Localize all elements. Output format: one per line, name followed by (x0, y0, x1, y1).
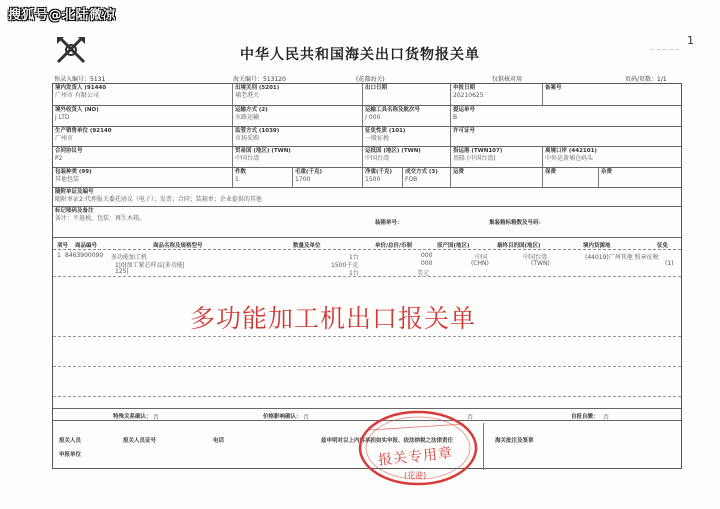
form-row-producer (53, 127, 681, 147)
declaration-form-table: 境内发货人 (91440 广州市 有限公司 出境关别 (5201) 埔老港关 出口日期 申报日期 20210625 备案号 境外收货人 (NO) J LTD 运输方式 (2) 水路运输 运输工具名称及航次号 / 000 提运单号 B 生产销售单位 (92140 广州市 监管方式 (1039) 市场采购 征免性质 (101) 一般征税 许可证号 合同协议号 P2 贸易国 (地区) (TWN) 中国台湾 运抵国 (地区) (TWN) 中国台湾 指运港 (TWN107) 基隆 (中国台湾) 离境口岸 (442101) 中外运黄埔仓码头 包装种类 (99) 其他包装 件数 1 毛重(千克) 1700 净重(千克) 1500 成交方式 (3) FOB 运费 保费 杂费 随附单证及编号 随附单证2:代理报关委托协议（电子）；发票；合同；装箱单；企业提供的其他 标记唛码及备注 备注：不退税，包装：再生木箱。 装箱单号： 集装箱标箱数及号码： 项号 商品编号 商品名称及规格型号 数量及单位 单价/总价/币制 原产国(地区) 最终目的国(地区) 境内货源地 征免 1 8463900090 多功能加工机 1|0|加工紧芯样品|多功能| 125| 1台 1500千克 1台 000 000 美元 中国 (CHN) 中国台湾 (TWN) (44019)广州其他 照章征税 (1) 特殊关系确认： 否 价格影响确认： 否 否 自报自缴： 否 报关人员 报关人员证号 电话 兹申明对以上内容承担如实申报、依法纳税之法律责任 海关批注及签章 申报单位 (52, 83, 682, 469)
self-pay-value: 否 (603, 414, 610, 421)
page-count: 页码/页数：1/1 (625, 76, 667, 83)
goods-row-divider (53, 396, 681, 397)
phone-label: 电话 (213, 438, 225, 444)
pack-cell: 包装种类 (99) 其他包装 (53, 168, 233, 187)
documents-cell: 随附单证及编号 随附单证2:代理报关委托协议（电子）；发票；合同；装箱单；企业提供的其他 (53, 188, 681, 206)
pre-entry-number: 预录入编号：5131 (54, 76, 106, 83)
col-price: 单价/总价/币制 (375, 243, 413, 249)
form-row-shipper (53, 84, 681, 106)
self-pay-label: 自报自缴： (571, 414, 599, 420)
gross-weight-cell: 毛重(千克) 1700 (293, 168, 363, 187)
declaring-unit-label: 申报单位 (59, 452, 82, 458)
freight-cell: 运费 (451, 168, 543, 187)
transport-cell: 运输方式 (2) 水路运输 (233, 106, 363, 126)
verify-note: 仅供核对用 (492, 76, 523, 83)
license-cell: 许可证号 (453, 128, 476, 134)
record-no-cell: 备案号 (545, 85, 562, 91)
statement-text: 兹申明对以上内容承担如实申报、依法纳税之法律责任 (321, 438, 454, 444)
marks-cell: 标记唛码及备注 备注：不退税，包装：再生木箱。 (53, 207, 681, 237)
special-relation-label: 特殊关系确认： (113, 414, 152, 420)
col-code: 商品编号 (75, 243, 98, 249)
col-exempt: 征免 (657, 243, 669, 249)
side-mark: -- -- -- -- -- (650, 46, 680, 53)
form-row-packing (53, 168, 681, 188)
contract-cell: 合同协议号 P2 (53, 147, 233, 167)
special-relation-value: 否 (153, 414, 160, 421)
terms-cell: 成交方式 (3) FOB (403, 168, 451, 187)
documents-value: 随附单证2:代理报关委托协议（电子）；发票；合同；装箱单；企业提供的其他 (55, 196, 262, 203)
shipper-cell: 境内发货人 (91440 广州市 有限公司 (53, 84, 233, 105)
remarks-divider (483, 423, 484, 470)
customs-remarks-label: 海关批注及签章 (495, 438, 534, 444)
exit-customs-cell: 出境关别 (5201) 埔老港关 (233, 84, 363, 105)
form-row-documents (53, 188, 681, 207)
form-row-consignee (53, 106, 681, 127)
form-title: 中华人民共和国海关出口货物报关单 (240, 47, 480, 63)
price-impact-label: 价格影响确认： (263, 414, 302, 420)
watermark-text: 搜狐号@北陆微凉 (8, 8, 117, 23)
col-origin: 原产国(地区) (437, 243, 470, 249)
dest-country-cell: 运抵国 (地区) (TWN) 中国台湾 (363, 147, 451, 167)
shipper-value: 广州市 有限公司 (55, 92, 99, 99)
form-row-marks (53, 207, 681, 238)
col-no: 项号 (57, 243, 69, 249)
trade-country-cell: 贸易国 (地区) (TWN) 中国台湾 (233, 147, 363, 167)
consignee-cell: 境外收货人 (NO) J LTD (53, 106, 233, 126)
container-no-label: 集装箱标箱数及号码： (489, 220, 545, 226)
net-weight-cell: 净重(千克) 1500 (363, 168, 403, 187)
vessel-cell: 运输工具名称及航次号 / 000 (363, 106, 451, 126)
goods-row-divider (53, 366, 681, 367)
goods-row-divider (53, 336, 681, 337)
exit-port-cell: 离境口岸 (442101) 中外运黄埔仓码头 (545, 148, 597, 162)
corner-mark: 1 (687, 34, 694, 47)
customs-number: 海关编号：513120 (233, 76, 286, 83)
seal-sub-text: (花港) (404, 471, 427, 480)
price-impact-value: 否 (303, 414, 310, 421)
producer-cell: 生产销售单位 (92140 广州市 (53, 127, 233, 146)
col-source: 境内货源地 (583, 243, 611, 249)
dest-port-cell: 指运港 (TWN107) 基隆 (中国台湾) (451, 147, 543, 167)
declarant-label: 报关人员 (59, 438, 82, 444)
form-row-contract (53, 147, 681, 168)
insurance-cell: 保费 (543, 168, 599, 187)
pieces-cell: 件数 1 (233, 168, 293, 187)
misc-fee-cell: 杂费 (601, 169, 613, 175)
col-qty: 数量及单位 (293, 243, 321, 249)
goods-table-header (53, 240, 681, 250)
seal-main-text: 报关专用章 (377, 445, 454, 469)
red-caption-text: 多功能加工机出口报关单 (190, 304, 477, 333)
container-label: 装箱单号： (375, 220, 403, 226)
col-name: 商品名称及规格型号 (153, 243, 203, 249)
marks-value: 备注：不退税，包装：再生木箱。 (55, 215, 146, 222)
declarant-cert-label: 报关人员证号 (123, 438, 157, 444)
supervision-cell: 监管方式 (1039) 市场采购 (233, 127, 363, 146)
bill-cell: 提运单号 B (453, 107, 476, 121)
royalty-value: 否 (467, 414, 474, 421)
tax-cell: 征免性质 (101) 一般征税 (363, 127, 451, 146)
filing-date-cell: 申报日期 20210625 (451, 84, 543, 105)
export-date-cell: 出口日期 (363, 84, 451, 105)
goods-row-divider (53, 276, 681, 277)
customs-port-name: (花都海关) (356, 76, 385, 83)
col-final-dest: 最终目的国(地区) (497, 243, 541, 249)
